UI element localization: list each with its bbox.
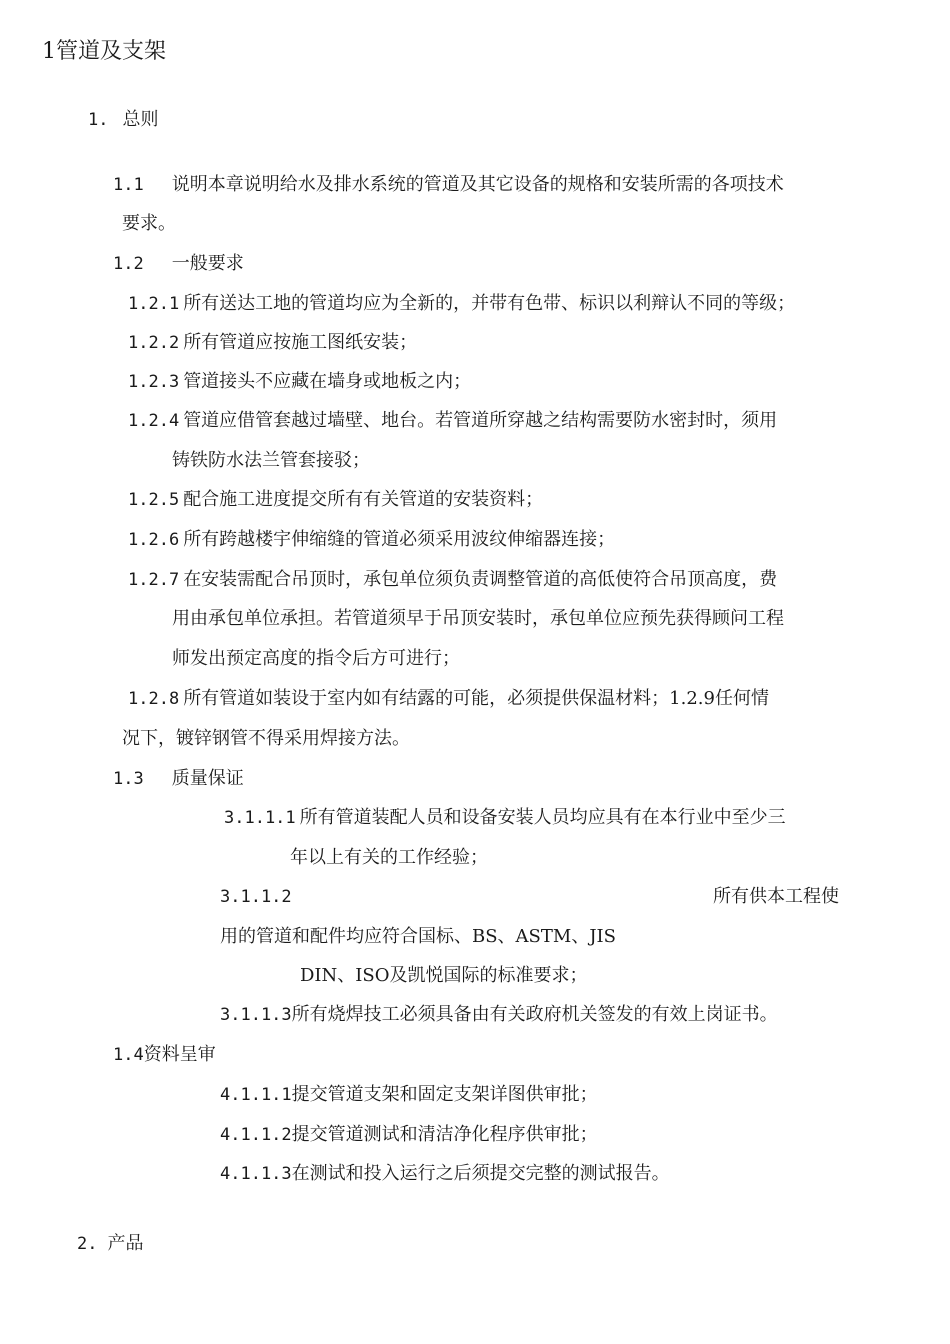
clause-title: 质量保证 [171, 768, 244, 789]
item-text: 所有管道如装设于室内如有结露的可能，必须提供保温材料；1.2.9任何情 [183, 688, 769, 709]
item-text: 提交管道测试和清洁净化程序供审批； [291, 1124, 598, 1145]
document-title: 1管道及支架 [42, 39, 166, 64]
item-text: 管道应借管套越过墙壁、地台。若管道所穿越之结构需要防水密封时，须用 [183, 410, 778, 431]
quality-item-1 [224, 806, 786, 830]
clause-1-4-heading [113, 1043, 216, 1067]
section-1-heading [88, 108, 158, 132]
item-number: 4.1.1.3 [220, 1164, 292, 1184]
clause-title: 资料呈审 [143, 1044, 216, 1065]
item-1-2-8-continuation: 况下，镀锌钢管不得采用焊接方法。 [122, 728, 410, 749]
section-title: 总则 [122, 109, 159, 130]
section-number: 2. [77, 1234, 98, 1254]
clause-number: 1.2 [113, 254, 144, 274]
item-text: 所有跨越楼宇伸缩缝的管道必须采用波纹伸缩器连接； [183, 529, 616, 550]
item-number: 4.1.1.2 [220, 1125, 292, 1145]
item-text: 所有烧焊技工必须具备由有关政府机关签发的有效上岗证书。 [291, 1004, 778, 1025]
item-text: 所有管道应按施工图纸安装； [183, 332, 418, 353]
item-number: 3.1.1.1 [224, 808, 296, 828]
quality-item-2-number: 3.1.1.2 [220, 887, 292, 907]
clause-text: 说明本章说明给水及排水系统的管道及其它设备的规格和安装所需的各项技术 [171, 174, 784, 195]
item-1-2-7 [128, 568, 777, 592]
clause-1-1-continuation: 要求。 [122, 213, 176, 234]
clause-1-3-heading [113, 767, 244, 791]
item-1-2-4-continuation: 铸铁防水法兰管套接驳； [172, 450, 370, 471]
section-title: 产品 [107, 1233, 144, 1254]
item-1-2-2 [128, 331, 417, 355]
item-text: 提交管道支架和固定支架详图供审批； [291, 1084, 598, 1105]
clause-number: 1.1 [113, 175, 144, 195]
item-1-2-7-continuation: 用由承包单位承担。若管道须早于吊顶安装时，承包单位应预先获得顾问工程 [172, 608, 784, 629]
item-text: 配合施工进度提交所有有关管道的安装资料； [183, 489, 544, 510]
clause-title: 一般要求 [171, 253, 244, 274]
item-number: 1.2.5 [128, 490, 180, 510]
item-text: 管道接头不应藏在墙身或地板之内； [183, 371, 472, 392]
submittal-item-3 [220, 1162, 670, 1186]
quality-item-2-continuation: DIN、ISO及凯悦国际的标准要求； [300, 965, 588, 986]
item-number: 1.2.8 [128, 689, 180, 709]
section-2-heading [77, 1232, 143, 1256]
item-number: 1.2.1 [128, 294, 180, 314]
clause-1-1 [113, 173, 784, 197]
clause-number: 1.3 [113, 769, 144, 789]
item-number: 1.2.3 [128, 372, 180, 392]
clause-1-2-heading [113, 252, 244, 276]
quality-item-2-text: 所有供本工程使 [713, 886, 839, 907]
item-1-2-7-continuation: 师发出预定高度的指令后方可进行； [172, 648, 460, 669]
clause-number: 1.4 [113, 1045, 144, 1065]
item-text: 所有管道装配人员和设备安装人员均应具有在本行业中至少三 [299, 807, 786, 828]
item-1-2-5 [128, 488, 543, 512]
item-1-2-1 [128, 292, 795, 316]
item-number: 1.2.7 [128, 570, 180, 590]
item-1-2-4 [128, 409, 777, 433]
item-1-2-3 [128, 370, 471, 394]
quality-item-3 [220, 1003, 778, 1027]
item-number: 1.2.6 [128, 530, 180, 550]
item-1-2-8 [128, 687, 769, 711]
item-number: 1.2.4 [128, 411, 180, 431]
item-text: 在测试和投入运行之后须提交完整的测试报告。 [291, 1163, 670, 1184]
item-1-2-6 [128, 528, 615, 552]
section-number: 1. [88, 110, 109, 130]
item-number: 1.2.2 [128, 333, 180, 353]
item-number: 3.1.1.3 [220, 1005, 292, 1025]
submittal-item-1 [220, 1083, 598, 1107]
quality-item-2-continuation: 用的管道和配件均应符合国标、BS、ASTM、JIS [220, 926, 616, 947]
submittal-item-2 [220, 1123, 598, 1147]
quality-item-1-continuation: 年以上有关的工作经验； [290, 847, 488, 868]
item-text: 在安装需配合吊顶时，承包单位须负责调整管道的高低使符合吊顶高度，费 [183, 569, 778, 590]
item-text: 所有送达工地的管道均应为全新的，并带有色带、标识以利辩认不同的等级； [183, 293, 796, 314]
item-number: 4.1.1.1 [220, 1085, 292, 1105]
